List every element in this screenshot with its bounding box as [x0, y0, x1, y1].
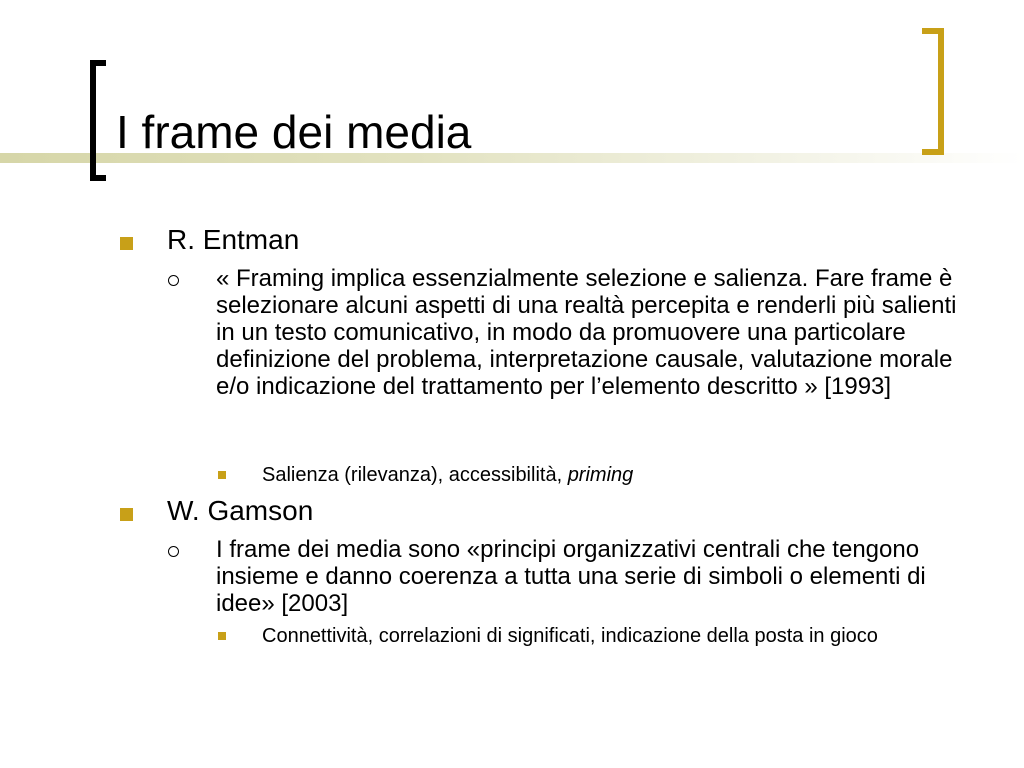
- level3-square-bullet-icon: [218, 471, 226, 479]
- level1-square-bullet-icon: [120, 237, 133, 250]
- slide-title: I frame dei media: [116, 106, 472, 158]
- gamson-detail: Connettività, correlazioni di significati, indicazione della posta in gioco: [262, 625, 878, 647]
- section-heading-gamson: W. Gamson: [167, 495, 314, 526]
- left-bracket-decoration: [90, 60, 106, 181]
- right-bracket-decoration: [922, 28, 944, 155]
- level2-circle-bullet-icon: [168, 275, 179, 286]
- entman-detail-emphasis: priming: [567, 464, 634, 486]
- entman-detail-text: Salienza (rilevanza), accessibilità,: [262, 464, 568, 486]
- entman-quote: « Framing implica essenzialmente selezione e salienza. Fare frame è selezionare alcuni aspetti di una realtà percepita e renderli più salienti in un testo comunicativo, in modo da promuovere una particolare definizione del problema, interpretazione causale, valutazione morale e/o indicazione del trattamento per l’elemento descritto » [1993]: [216, 265, 957, 400]
- entman-detail: [262, 463, 922, 487]
- level2-circle-bullet-icon: [168, 546, 179, 557]
- level3-square-bullet-icon: [218, 632, 226, 640]
- section-heading-entman: R. Entman: [167, 224, 300, 255]
- gamson-quote: I frame dei media sono «principi organizzativi centrali che tengono insieme e danno coerenza a tutta una serie di simboli o elementi di idee» [2003]: [216, 536, 926, 617]
- level1-square-bullet-icon: [120, 508, 133, 521]
